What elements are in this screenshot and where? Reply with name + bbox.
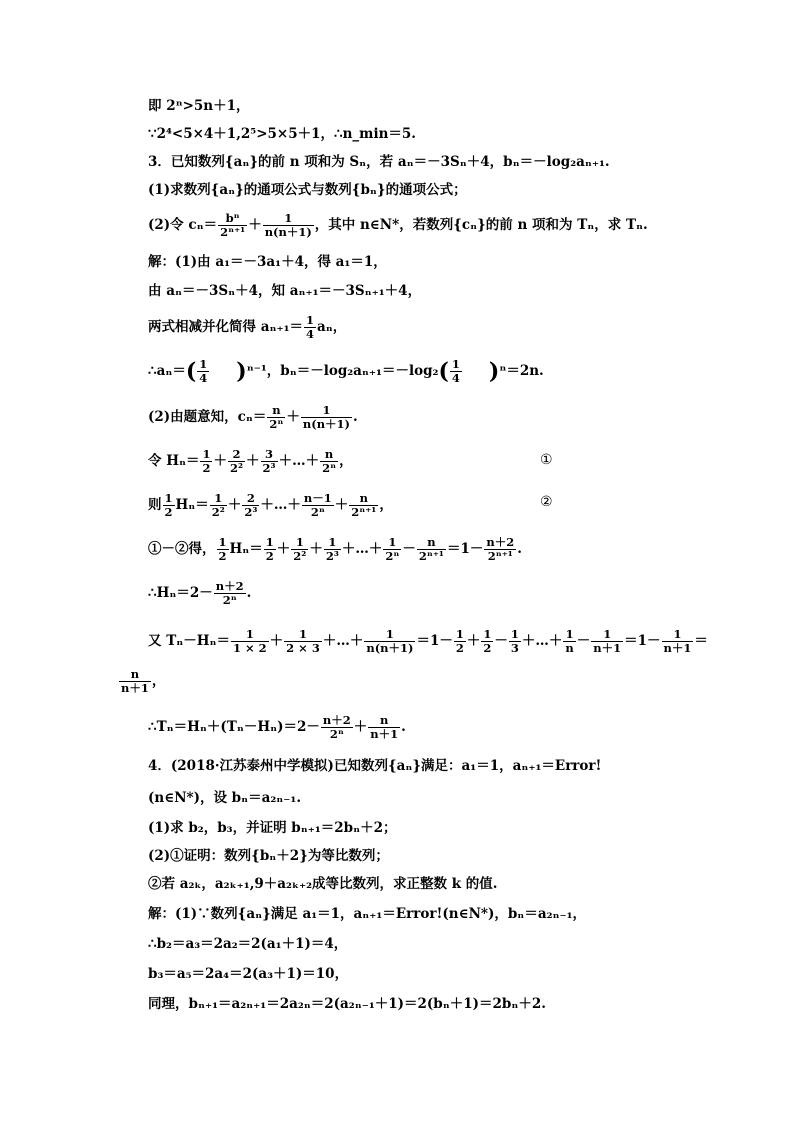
problem-3-part-2: (2)令 cₙ＝ $\frac{\text{bⁿ}}{\text{2ⁿ⁺¹}}$ ＋ $\frac{1}{n(n+1)}$ ，其中 n∈N*，若数列{cₙ}的前 n 项和为 Tₙ，求 Tₙ. <box>148 211 648 239</box>
problem-4-statement: 4．(2018·江苏泰州中学模拟)已知数列{aₙ}满足：a₁＝1，aₙ₊₁＝Error! <box>148 758 602 774</box>
problem-4-part-2: (2)①证明：数列{bₙ＋2}为等比数列； <box>148 848 389 864</box>
equation-marker-1: ① <box>540 452 553 468</box>
solution-line: ∴b₂＝a₃＝2a₂＝2(a₁＋1)＝4， <box>148 936 348 952</box>
problem-4-part-1: (1)求 b₂，b₃，并证明 bₙ₊₁＝2bₙ＋2； <box>148 820 397 836</box>
solution-line: ∴aₙ＝( $\frac{1}{4}$ )ⁿ⁻¹，bₙ＝－log₂aₙ₊₁＝－log₂( $\frac{1}{4}$ )ⁿ＝2n. <box>148 357 544 385</box>
solution-line: 由 aₙ＝－3Sₙ＋4，知 aₙ₊₁＝－3Sₙ₊₁＋4， <box>148 283 422 299</box>
solution-line: 解：(1)由 a₁＝－3a₁＋4，得 a₁＝1， <box>148 254 387 270</box>
text-line: 即 2ⁿ>5n＋1， <box>148 98 250 114</box>
problem-3-statement: 3．已知数列{aₙ}的前 n 项和为 Sₙ，若 aₙ＝－3Sₙ＋4，bₙ＝－log₂aₙ₊₁. <box>148 154 610 170</box>
solution-line-continuation: $\frac{n}{n+1}$ ， <box>121 667 166 695</box>
equation-marker-2: ② <box>540 494 553 510</box>
text-line: ∵2⁴<5×4＋1,2⁵>5×5＋1，∴n_min＝5. <box>148 126 416 142</box>
solution-line: ∴Tₙ＝Hₙ＋(Tₙ－Hₙ)＝2－ $\frac{n+2}{\text{2ⁿ}}$ ＋ $\frac{n}{n+1}$ . <box>148 713 406 741</box>
solution-line: (2)由题意知，cₙ＝ $\frac{n}{\text{2ⁿ}}$ ＋ $\frac{1}{n(n+1)}$ . <box>148 403 358 431</box>
solution-line: ∴Hₙ＝2－ $\frac{n+2}{\text{2ⁿ}}$ . <box>148 579 252 607</box>
solution-line: 则 $\frac{1}{2}$ Hₙ＝ $\frac{1}{\text{2²}}$ ＋ $\frac{2}{\text{2³}}$ ＋…＋ $\frac{n-1}{\text{2ⁿ}}$ ＋ $\frac{n}{\text{2ⁿ⁺¹}}$ ， <box>148 491 393 519</box>
problem-4-part-3: ②若 a₂ₖ，a₂ₖ₊₁,9＋a₂ₖ₊₂成等比数列，求正整数 k 的值. <box>148 876 498 892</box>
solution-line: 又 Tₙ－Hₙ＝ $\frac{1}{1 \times 2}$ ＋ $\frac{1}{2 \times 3}$ ＋…＋ $\frac{1}{n(n+1)}$ ＝1－ $\frac{1}{2}$ ＋ $\frac{1}{2}$ － $\frac{1}{3}$ ＋…＋ $\frac{1}{n}$ － $\frac{1}{n+1}$ ＝1－ $\frac{1}{n+1}$ ＝ <box>148 627 708 655</box>
solution-line: ①－②得， $\frac{1}{2}$ Hₙ＝ $\frac{1}{2}$ ＋ $\frac{1}{\text{2²}}$ ＋ $\frac{1}{\text{2³}}$ ＋…＋ $\frac{1}{\text{2ⁿ}}$ － $\frac{n}{\text{2ⁿ⁺¹}}$ ＝1－ $\frac{n+2}{\text{2ⁿ⁺¹}}$ . <box>148 535 522 563</box>
problem-3-part-1: (1)求数列{aₙ}的通项公式与数列{bₙ}的通项公式； <box>148 182 467 198</box>
problem-4-statement-cont: (n∈N*)，设 bₙ＝a₂ₙ₋₁. <box>148 790 302 806</box>
solution-line: 令 Hₙ＝ $\frac{1}{2}$ ＋ $\frac{2}{\text{2²}}$ ＋ $\frac{3}{\text{2³}}$ ＋…＋ $\frac{n}{\text{2ⁿ}}$ ， <box>148 447 353 475</box>
solution-line: b₃＝a₅＝2a₄＝2(a₃＋1)＝10， <box>148 966 349 982</box>
solution-line: 同理，bₙ₊₁＝a₂ₙ₊₁＝2a₂ₙ＝2(a₂ₙ₋₁＋1)＝2(bₙ＋1)＝2bₙ＋2. <box>148 996 546 1012</box>
solution-line: 解：(1)∵数列{aₙ}满足 a₁＝1，aₙ₊₁＝Error!(n∈N*)，bₙ＝a₂ₙ₋₁， <box>148 906 587 922</box>
solution-line: 两式相减并化简得 aₙ₊₁＝ $\frac{1}{4}$ aₙ， <box>148 313 347 341</box>
